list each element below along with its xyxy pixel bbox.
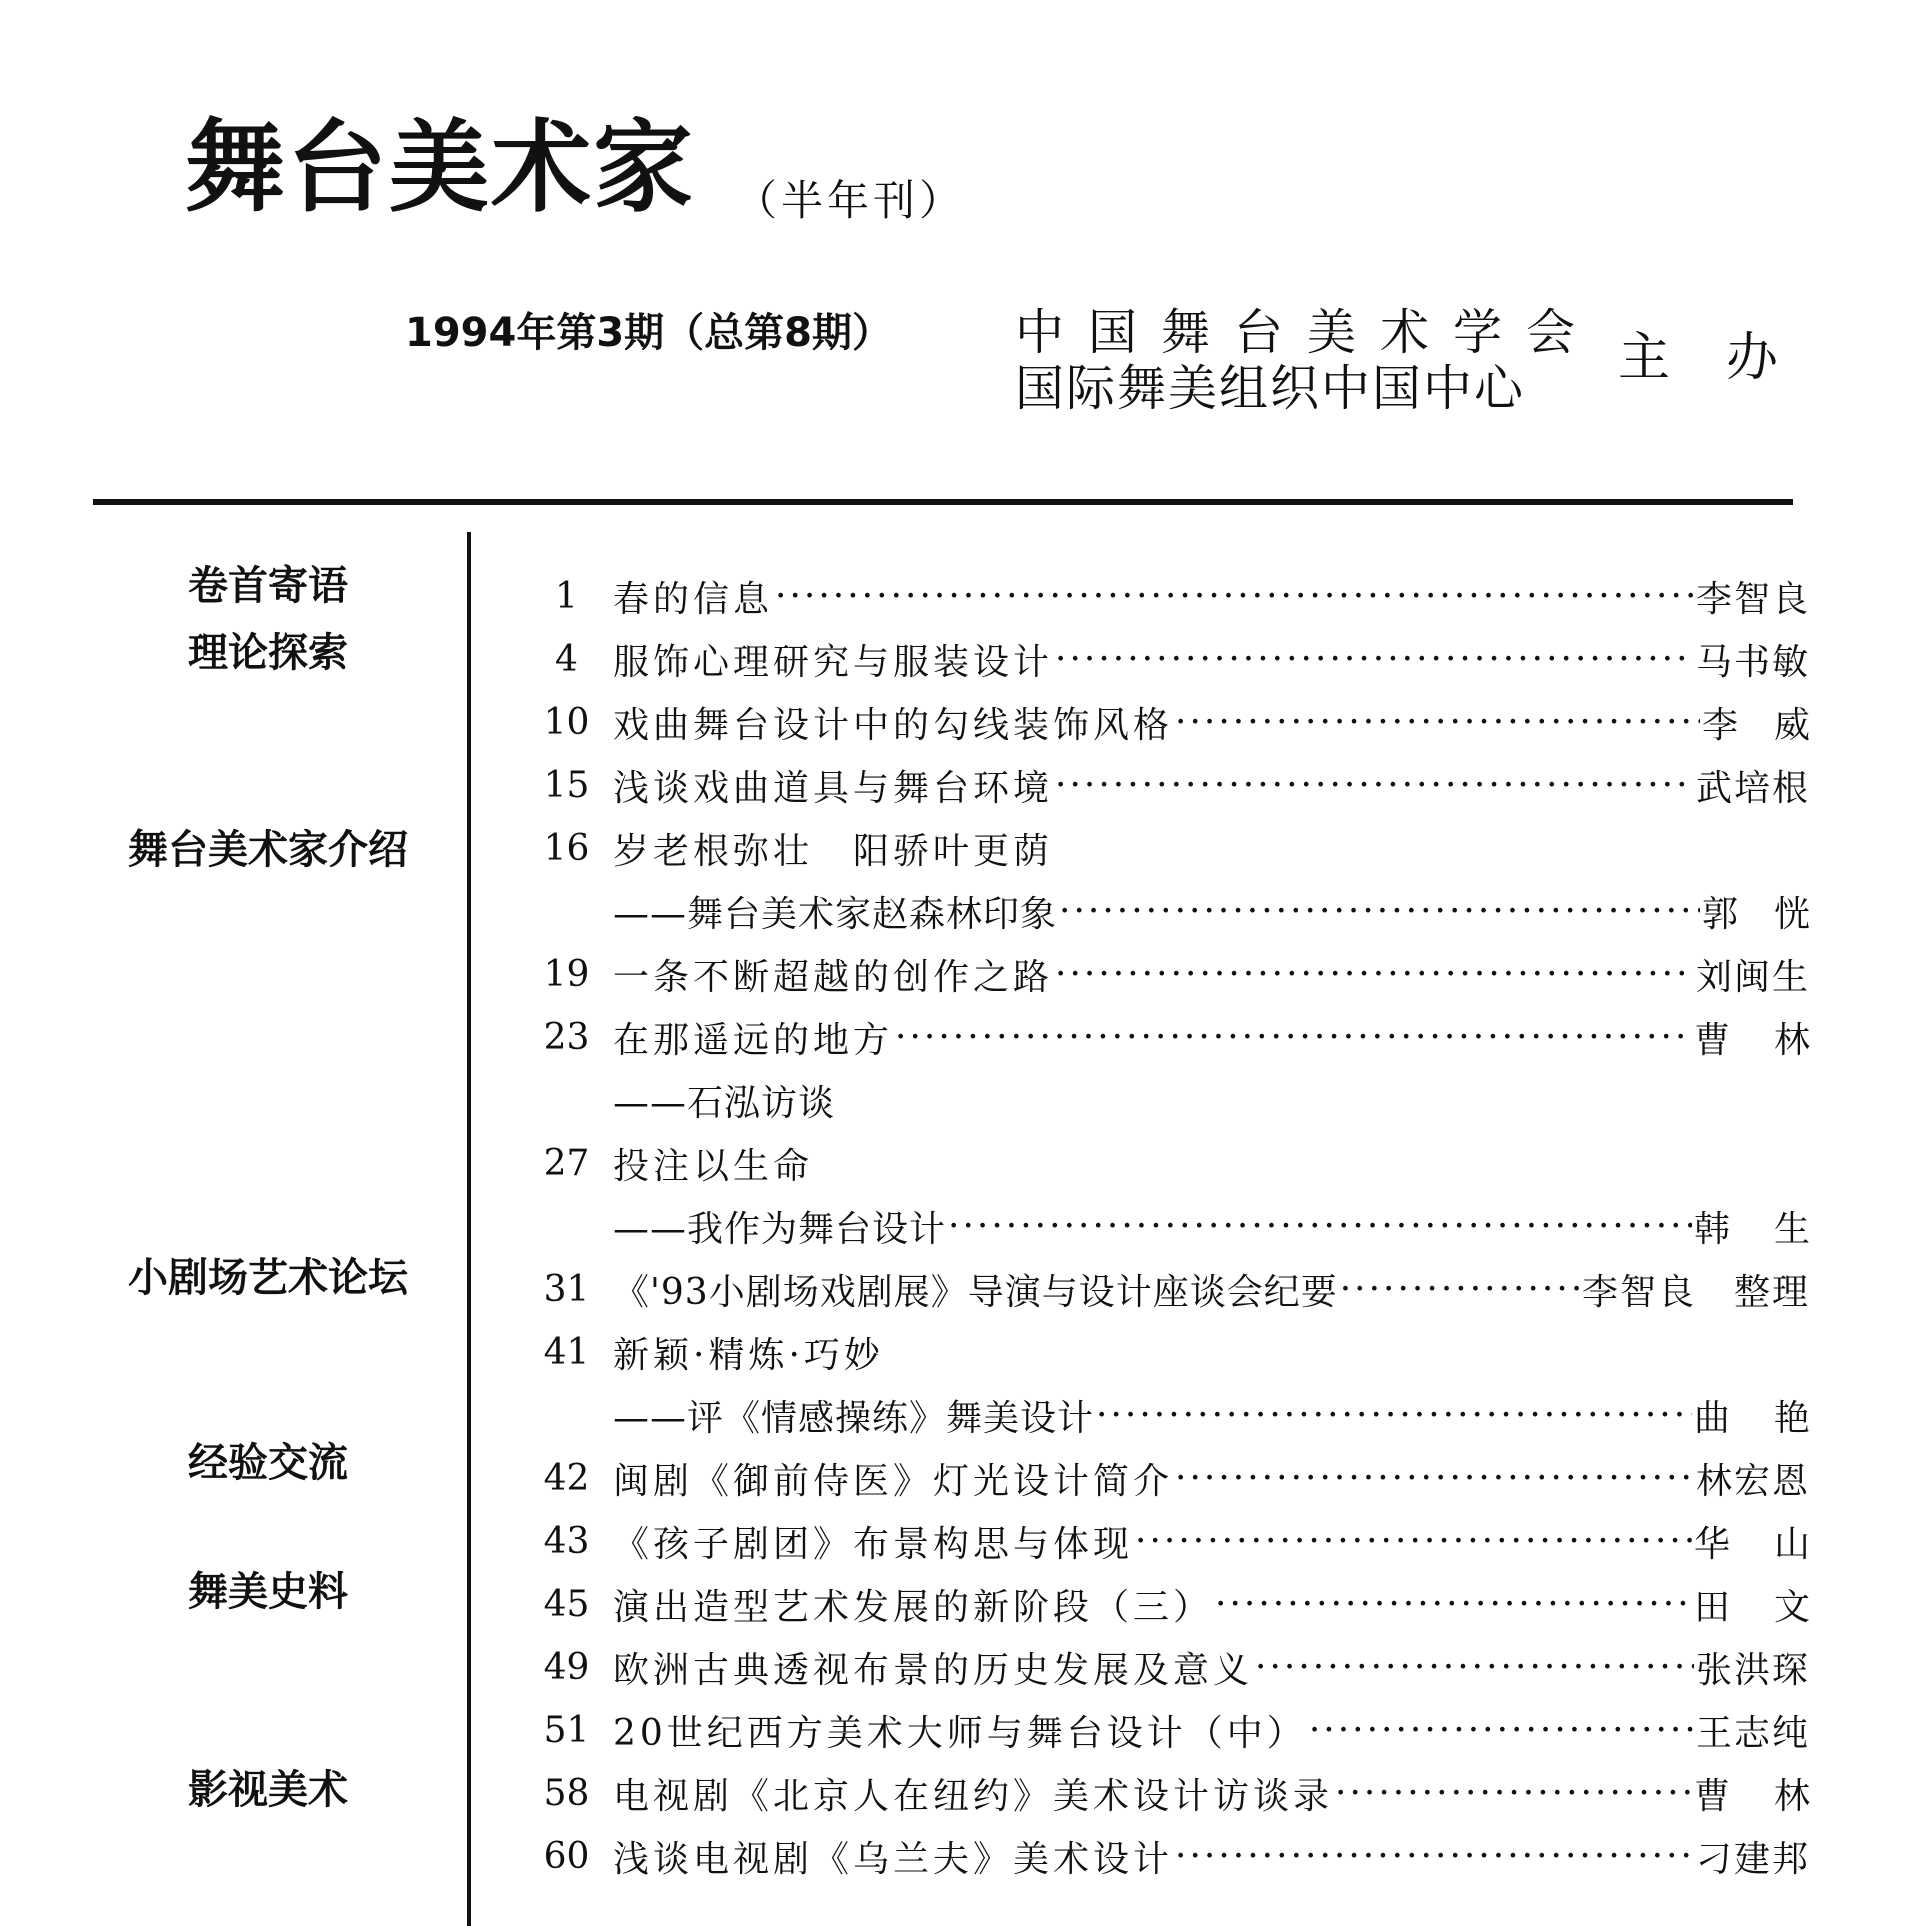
author-name: 李智良 [1695,579,1810,620]
author-name: 曹林 [1693,1020,1854,1061]
page-number: 43 [543,1521,590,1562]
section-label: 舞台美术家介绍 [128,827,408,873]
page-number: 58 [543,1773,590,1814]
toc-entry-subtitle[interactable] [520,1069,1810,1132]
organizer-name: 国际舞美组织中国中心 [1015,360,1526,417]
dot-leader [1335,1776,1692,1812]
header-divider [93,499,1793,505]
article-title: 春的信息 [613,579,774,620]
toc-entry[interactable] [520,1258,1810,1321]
toc-entry[interactable] [520,565,1810,628]
dot-leader [1059,894,1700,930]
dot-leader [1175,1461,1694,1497]
toc-entry[interactable] [520,1573,1854,1636]
toc-entry[interactable] [520,1762,1854,1825]
article-title: 欧洲古典透视布景的历史发展及意义 [613,1650,1254,1691]
dot-leader [775,579,1694,615]
author-name: 李智良 整理 [1581,1272,1810,1313]
article-title: 一条不断超越的创作之路 [613,957,1054,998]
article-subtitle: ——评《情感操练》舞美设计 [613,1398,1095,1439]
author-name: 郭恍 [1701,894,1846,935]
article-title: 《'93小剧场戏剧展》导演与设计座谈会纪要 [613,1272,1338,1313]
dot-leader [1309,1713,1694,1749]
article-title: 戏曲舞台设计中的勾线装饰风格 [613,705,1174,746]
article-title: 《孩子剧团》布景构思与体现 [613,1524,1134,1565]
toc-entry-subtitle[interactable] [520,880,1846,943]
article-title: 演出造型艺术发展的新阶段（三） [613,1587,1214,1628]
page-number: 15 [543,765,590,806]
table-of-contents [520,565,1854,1888]
toc-entry[interactable] [520,1825,1810,1888]
author-name: 张洪琛 [1695,1650,1810,1691]
author-name: 马书敏 [1695,642,1810,683]
toc-entry[interactable] [520,943,1810,1006]
author-name: 王志纯 [1695,1713,1810,1754]
toc-entry[interactable] [520,1447,1810,1510]
article-subtitle: ——石泓访谈 [613,1083,836,1124]
toc-entry-subtitle[interactable] [520,1195,1854,1258]
article-title: 服饰心理研究与服装设计 [613,642,1054,683]
page-number: 31 [543,1269,590,1310]
section-label: 影视美术 [188,1767,348,1813]
section-label: 理论探索 [188,630,348,676]
section-label: 舞美史料 [188,1569,348,1615]
page-number: 16 [543,828,590,869]
toc-entry[interactable] [520,1132,1810,1195]
page-number: 42 [543,1458,590,1499]
dot-leader [1175,705,1700,741]
column-divider [467,532,471,1926]
magazine-subtitle: （半年刊） [735,176,966,225]
author-name: 武培根 [1695,768,1810,809]
dot-leader [1135,1524,1692,1560]
page-number: 60 [543,1836,590,1877]
page-number: 19 [543,954,590,995]
author-name: 刘闽生 [1695,957,1810,998]
page-number: 49 [543,1647,590,1688]
article-title: 浅谈戏曲道具与舞台环境 [613,768,1054,809]
author-name: 华山 [1693,1524,1854,1565]
article-title: 20世纪西方美术大师与舞台设计（中） [613,1713,1307,1754]
dot-leader [1055,957,1694,993]
author-name: 刁建邦 [1695,1839,1810,1880]
magazine-title: 舞台美术家 [185,109,695,226]
toc-entry[interactable] [520,1006,1854,1069]
organizer-block [1015,305,1599,417]
page-number: 1 [555,576,578,617]
author-name: 李威 [1701,705,1846,746]
page-number: 23 [543,1017,590,1058]
toc-entry[interactable] [520,1321,1810,1384]
toc-entry[interactable] [520,691,1846,754]
page-number: 4 [555,639,578,680]
page-number: 27 [543,1143,590,1184]
author-name: 曹林 [1693,1776,1854,1817]
article-title: 闽剧《御前侍医》灯光设计简介 [613,1461,1174,1502]
page-number: 41 [543,1332,590,1373]
article-title: 新颖·精炼·巧妙 [613,1335,884,1376]
author-name: 韩生 [1693,1209,1854,1250]
page-number: 10 [543,702,590,743]
toc-entry[interactable] [520,1699,1810,1762]
article-title: 电视剧《北京人在纽约》美术设计访谈录 [613,1776,1334,1817]
article-title: 投注以生命 [613,1146,814,1187]
dot-leader [948,1209,1692,1245]
dot-leader [1055,642,1694,678]
section-label: 经验交流 [188,1440,348,1486]
toc-entry[interactable] [520,1510,1854,1573]
dot-leader [1215,1587,1692,1623]
dot-leader [1096,1398,1692,1434]
dot-leader [1255,1650,1694,1686]
section-label: 卷首寄语 [188,563,348,609]
section-label: 小剧场艺术论坛 [128,1255,408,1301]
toc-entry[interactable] [520,817,1810,880]
dot-leader [895,1020,1692,1056]
toc-entry[interactable] [520,754,1810,817]
toc-entry[interactable] [520,1636,1810,1699]
toc-entry-subtitle[interactable] [520,1384,1854,1447]
issue-number: 1994年第3期（总第8期） [405,310,892,356]
author-name: 田文 [1693,1587,1854,1628]
article-subtitle: ——我作为舞台设计 [613,1209,947,1250]
article-title: 在那遥远的地方 [613,1020,894,1061]
toc-entry[interactable] [520,628,1810,691]
dot-leader [1340,1272,1580,1308]
dot-leader [1175,1839,1694,1875]
organizer-name: 中国舞台美术学会 [1015,304,1600,361]
host-label: 主办 [1618,328,1835,388]
article-title: 岁老根弥壮 阳骄叶更荫 [613,831,1054,872]
article-title: 浅谈电视剧《乌兰夫》美术设计 [613,1839,1174,1880]
page-number: 45 [543,1584,590,1625]
dot-leader [1055,768,1694,804]
article-subtitle: ——舞台美术家赵森林印象 [613,894,1058,935]
author-name: 曲艳 [1693,1398,1854,1439]
author-name: 林宏恩 [1695,1461,1810,1502]
page-number: 51 [543,1710,590,1751]
